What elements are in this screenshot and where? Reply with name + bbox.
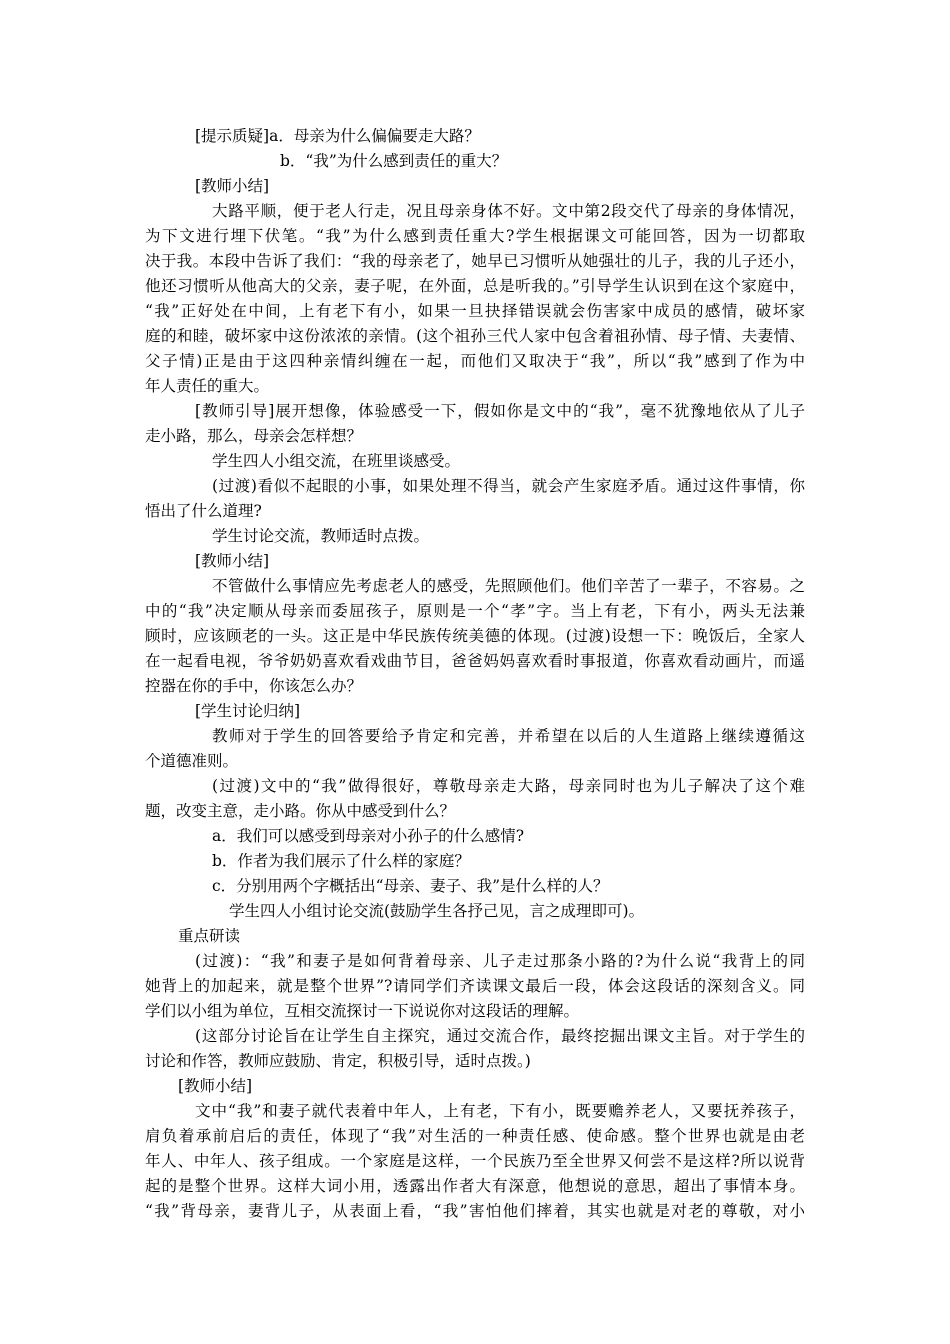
- paragraph-line: 大路平顺，便于老人行走，况且母亲身体不好。文中第2段交代了母亲的身体情况，: [212, 202, 805, 220]
- paragraph-line: 肩负着承前启后的责任，体现了“我”对生活的一种责任感、使命感。整个世界也就是由老: [145, 1127, 805, 1145]
- paragraph-line: 学生四人小组讨论交流(鼓励学生各抒己见，言之成理即可)。: [229, 902, 645, 920]
- paragraph-line: (这部分讨论旨在让学生自主探究，通过交流合作，最终挖掘出课文主旨。对于学生的: [195, 1027, 805, 1045]
- paragraph-line: 讨论和作答，教师应鼓励、肯定，积极引导，适时点拨。): [145, 1052, 531, 1070]
- paragraph-line: 学们以小组为单位，互相交流探讨一下说说你对这段话的理解。: [145, 1002, 580, 1020]
- paragraph-line: 起的是整个世界。这样大词小用，透露出作者大有深意，他想说的意思，超出了事情本身。: [145, 1177, 805, 1195]
- paragraph-line: 学生讨论交流，教师适时点拨。: [212, 527, 430, 545]
- prompt-question-line-a: [提示质疑]a．母亲为什么偏偏要走大路？: [195, 127, 480, 145]
- paragraph-line: [教师引导]展开想像，体验感受一下，假如你是文中的“我”，毫不犹豫地依从了儿子: [195, 402, 805, 420]
- paragraph-line: 走小路，那么，母亲会怎样想？: [145, 427, 363, 445]
- section-heading: 重点研读: [178, 927, 241, 945]
- paragraph-line: 父子情)正是由于这四种亲情纠缠在一起，而他们又取决于“我”，所以“我”感到了作为中: [145, 352, 805, 370]
- paragraph-line: (过渡)文中的“我”做得很好，尊敬母亲走大路，母亲同时也为儿子解决了这个难: [212, 777, 805, 795]
- paragraph-line: 题，改变主意，走小路。你从中感受到什么？: [145, 802, 456, 820]
- paragraph-line: 教师对于学生的回答要给予肯定和完善，并希望在以后的人生道路上继续遵循这: [212, 727, 805, 745]
- list-item: c．分别用两个字概括出“母亲、妻子、我”是什么样的人？: [212, 877, 609, 895]
- paragraph-line: 在一起看电视，爷爷奶奶喜欢看戏曲节目，爸爸妈妈喜欢看时事报道，你喜欢看动画片，而遥: [145, 652, 805, 670]
- paragraph-line: 中的“我”决定顺从母亲而委屈孩子，原则是一个“孝”字。当上有老，下有小，两头无法兼: [145, 602, 805, 620]
- paragraph-line: 决于我。本段中告诉了我们：“我的母亲老了，她早已习惯听从她强壮的儿子，我的儿子还小，: [145, 252, 805, 270]
- section-heading: [教师小结]: [178, 1077, 253, 1095]
- paragraph-line: 庭的和睦，破坏家中这份浓浓的亲情。(这个祖孙三代人家中包含着祖孙情、母子情、夫妻情、: [145, 327, 805, 345]
- paragraph-line: 顾时，应该顾老的一头。这正是中华民族传统美德的体现。(过渡)设想一下：晚饭后，全家人: [145, 627, 805, 645]
- paragraph-line: “我”背母亲，妻背儿子，从表面上看，“我”害怕他们摔着，其实也就是对老的尊敬，对小: [145, 1202, 805, 1220]
- paragraph-line: 年人、中年人、孩子组成。一个家庭是这样，一个民族乃至全世界又何尝不是这样?所以说背: [145, 1152, 805, 1170]
- paragraph-line: 她背上的加起来，就是整个世界”?请同学们齐读课文最后一段，体会这段话的深刻含义。同: [145, 977, 805, 995]
- list-item: b．作者为我们展示了什么样的家庭？: [212, 852, 470, 870]
- section-heading: [学生讨论归纳]: [195, 702, 301, 720]
- paragraph-line: 悟出了什么道理?: [145, 502, 262, 520]
- prompt-question-line-b: b．“我”为什么感到责任的重大？: [280, 152, 508, 170]
- paragraph-line: 为下文进行埋下伏笔。“我”为什么感到责任重大?学生根据课文可能回答，因为一切都取: [145, 227, 805, 245]
- paragraph-line: (过渡)：“我”和妻子是如何背着母亲、儿子走过那条小路的?为什么说“我背上的同: [195, 952, 805, 970]
- paragraph-line: 不管做什么事情应先考虑老人的感受，先照顾他们。他们辛苦了一辈子，不容易。之: [212, 577, 805, 595]
- paragraph-line: “我”正好处在中间，上有老下有小，如果一旦抉择错误就会伤害家中成员的感情，破坏家: [145, 302, 805, 320]
- paragraph-line: (过渡)看似不起眼的小事，如果处理不得当，就会产生家庭矛盾。通过这件事情，你: [212, 477, 805, 495]
- paragraph-line: 文中“我”和妻子就代表着中年人，上有老，下有小，既要赡养老人，又要抚养孩子，: [195, 1102, 805, 1120]
- section-heading: [教师小结]: [195, 177, 270, 195]
- paragraph-line: 控器在你的手中，你该怎么办？: [145, 677, 363, 695]
- paragraph-line: 学生四人小组交流，在班里谈感受。: [212, 452, 461, 470]
- list-item: a．我们可以感受到母亲对小孙子的什么感情?: [212, 827, 525, 845]
- paragraph-line: 个道德准则。: [145, 752, 239, 770]
- paragraph-line: 年人责任的重大。: [145, 377, 270, 395]
- paragraph-line: 他还习惯听从他高大的父亲，妻子呢，在外面，总是听我的。”引导学生认识到在这个家庭中，: [145, 277, 805, 295]
- section-heading: [教师小结]: [195, 552, 270, 570]
